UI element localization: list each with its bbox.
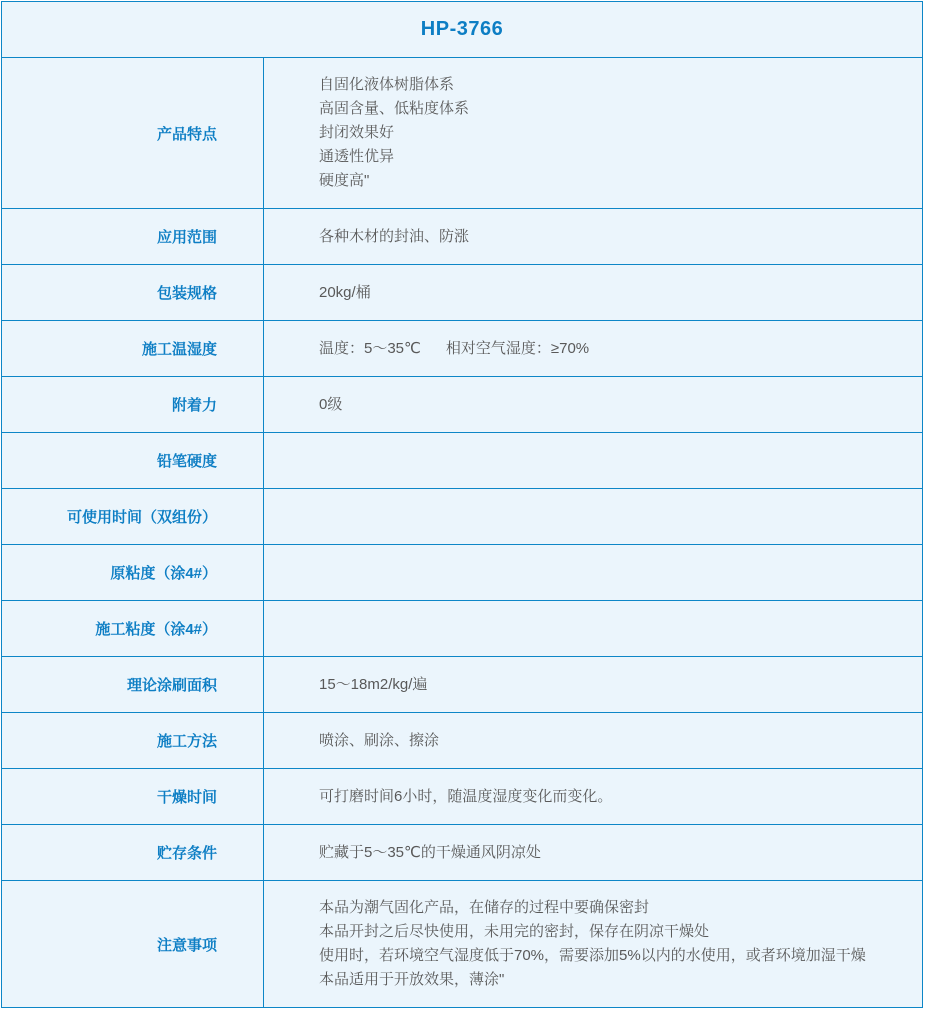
- spec-label: 施工温湿度: [2, 321, 264, 376]
- spec-row: [2, 264, 922, 320]
- spec-label: 附着力: [2, 377, 264, 432]
- spec-row: [2, 488, 922, 544]
- spec-value-line: 本品为潮气固化产品，在储存的过程中要确保密封: [319, 899, 650, 916]
- spec-rows: [2, 57, 922, 1007]
- spec-value: [264, 209, 922, 264]
- spec-value-line: 封闭效果好: [319, 124, 395, 141]
- spec-value: [264, 265, 922, 320]
- spec-row: [2, 824, 922, 880]
- spec-value-line: 各种木材的封油、防涨: [319, 227, 470, 245]
- spec-value-line: 15～18m2/kg/遍: [319, 675, 428, 693]
- spec-value: [264, 881, 922, 1007]
- spec-row: [2, 712, 922, 768]
- spec-value: [264, 433, 922, 488]
- spec-row: [2, 320, 922, 376]
- spec-row: [2, 656, 922, 712]
- spec-value-line: 硬度高": [319, 172, 370, 189]
- spec-value-line: 高固含量、低粘度体系: [319, 100, 470, 117]
- spec-value: [264, 489, 922, 544]
- spec-value-line: 0级: [319, 395, 343, 413]
- spec-label: 施工粘度（涂4#）: [2, 601, 264, 656]
- spec-label: 干燥时间: [2, 769, 264, 824]
- spec-row: [2, 376, 922, 432]
- spec-value: [264, 601, 922, 656]
- spec-value: [264, 657, 922, 712]
- spec-value-line: 贮藏于5～35℃的干燥通风阴凉处: [319, 843, 541, 861]
- spec-label: 注意事项: [2, 881, 264, 1007]
- table-header: [2, 2, 922, 57]
- spec-value-line: 本品开封之后尽快使用，未用完的密封，保存在阴凉干燥处: [319, 923, 710, 940]
- spec-row: [2, 57, 922, 208]
- spec-row: [2, 768, 922, 824]
- spec-label: 产品特点: [2, 58, 264, 208]
- spec-value: [264, 825, 922, 880]
- spec-value-line: 温度：5～35℃ 相对空气湿度：≥70%: [319, 339, 590, 357]
- spec-value: [264, 377, 922, 432]
- spec-row: [2, 544, 922, 600]
- spec-value: [264, 545, 922, 600]
- spec-value: [264, 713, 922, 768]
- spec-label: 贮存条件: [2, 825, 264, 880]
- spec-value-line: 20kg/桶: [319, 283, 371, 301]
- spec-label: 铅笔硬度: [2, 433, 264, 488]
- spec-value: [264, 321, 922, 376]
- spec-label: 原粘度（涂4#）: [2, 545, 264, 600]
- spec-value: [264, 769, 922, 824]
- spec-row: [2, 208, 922, 264]
- product-title: HP-3766: [420, 18, 504, 40]
- spec-value-line: 自固化液体树脂体系: [319, 76, 455, 93]
- spec-value-line: 可打磨时间6小时，随温度湿度变化而变化。: [319, 787, 613, 805]
- spec-value-line: 本品适用于开放效果，薄涂": [319, 971, 505, 988]
- spec-row: [2, 880, 922, 1007]
- spec-row: [2, 432, 922, 488]
- spec-value-line: 使用时，若环境空气湿度低于70%，需要添加5%以内的水使用，或者环境加湿干燥: [319, 947, 866, 964]
- spec-label: 理论涂刷面积: [2, 657, 264, 712]
- spec-value-line: 喷涂、刷涂、擦涂: [319, 731, 440, 749]
- spec-row: [2, 600, 922, 656]
- spec-label: 包装规格: [2, 265, 264, 320]
- spec-label: 可使用时间（双组份）: [2, 489, 264, 544]
- product-spec-table: [1, 1, 923, 1008]
- spec-value-line: 通透性优异: [319, 148, 395, 165]
- spec-value: [264, 58, 922, 208]
- spec-label: 应用范围: [2, 209, 264, 264]
- spec-label: 施工方法: [2, 713, 264, 768]
